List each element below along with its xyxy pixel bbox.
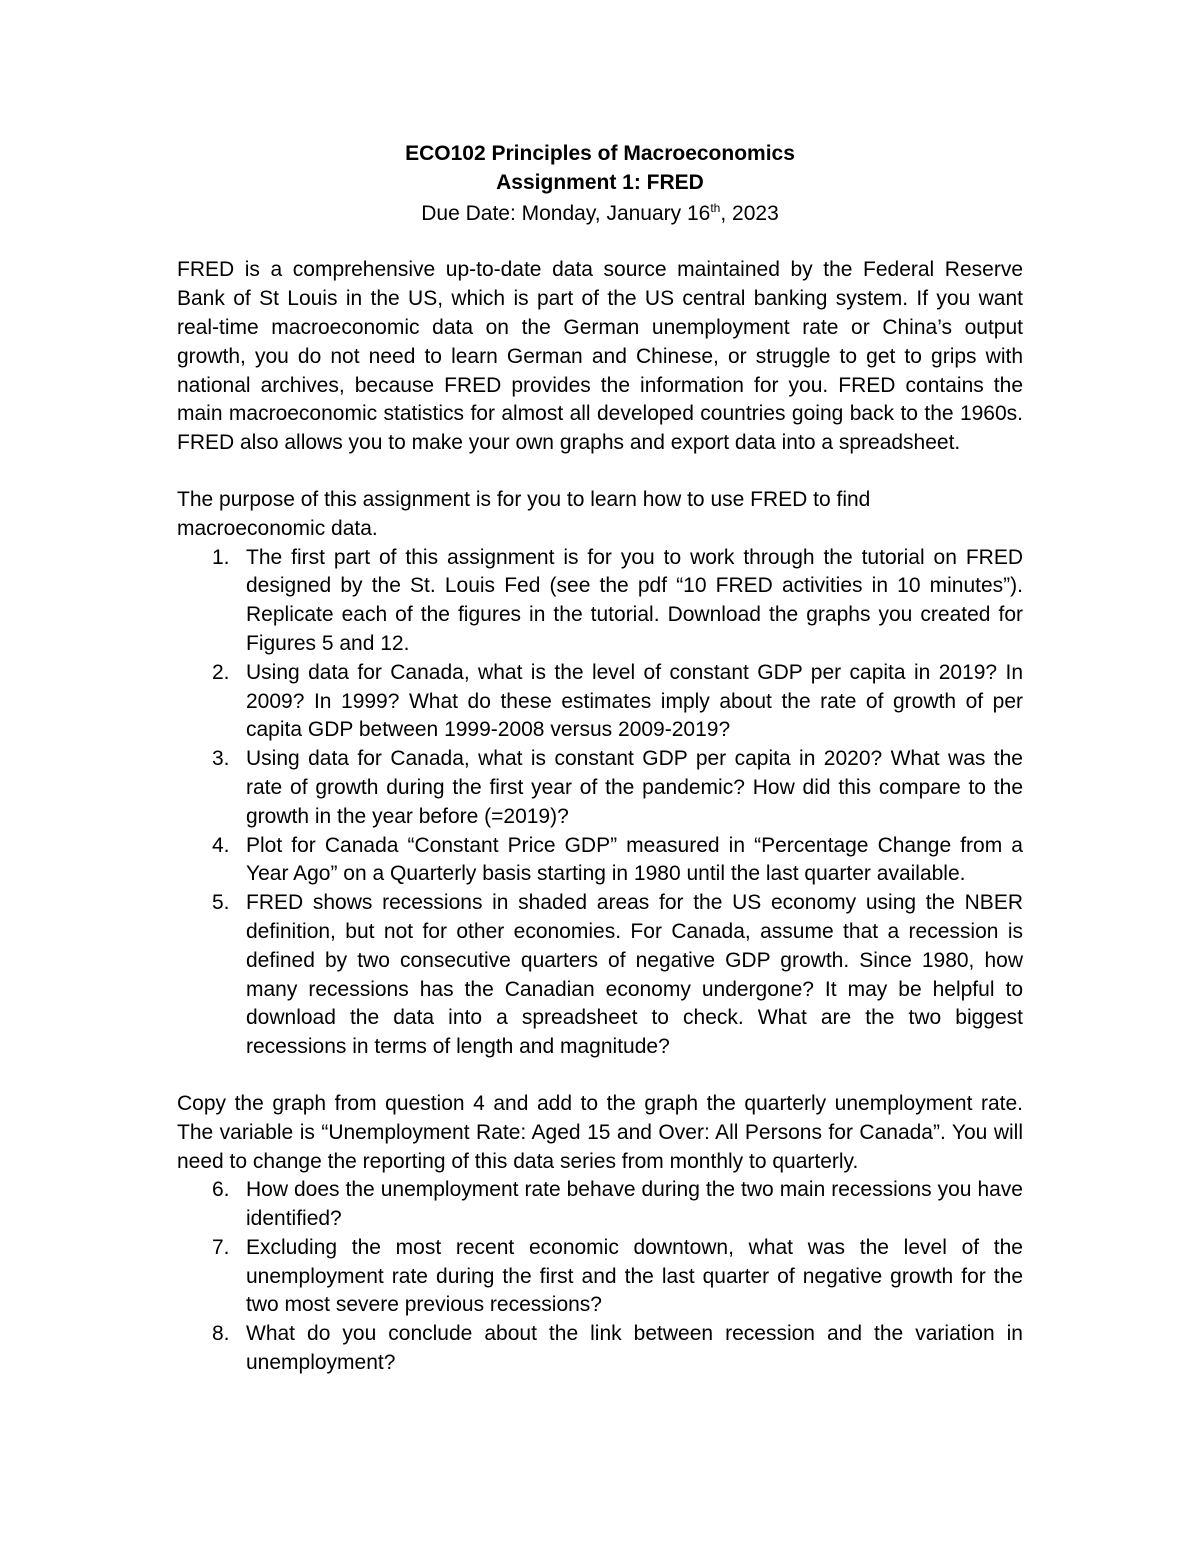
purpose-paragraph: The purpose of this assignment is for you to learn how to use FRED to find macroeconomic data. <box>177 487 871 540</box>
question-number: 4. <box>212 833 230 857</box>
question-number: 7. <box>212 1235 230 1259</box>
list-item <box>177 659 1023 745</box>
document-header <box>177 140 1023 228</box>
list-item <box>177 1320 1023 1378</box>
due-date-prefix: Due Date: Monday, January 16 <box>421 201 711 225</box>
due-date-suffix: , 2023 <box>720 201 779 225</box>
question-list-part2 <box>177 1176 1023 1378</box>
question-text: Excluding the most recent economic downtown, what was the level of the unemployment rate during the first and the last quarter of negative growth for the two most severe previous recessions? <box>246 1235 1023 1317</box>
question-text: The first part of this assignment is for you to work through the tutorial on FRED designed by the St. Louis Fed (see the pdf “10 FRED activities in 10 minutes”). Replicate each of the figures in the tutorial. Download the graphs you created for Figures 5 and 12. <box>246 545 1023 655</box>
question-number: 5. <box>212 891 230 915</box>
list-item <box>177 745 1023 831</box>
question-text: What do you conclude about the link between recession and the variation in unemployment? <box>246 1322 1023 1375</box>
list-item <box>177 544 1023 659</box>
due-date-superscript: th <box>710 200 721 215</box>
list-item <box>177 1176 1023 1234</box>
list-item <box>177 1234 1023 1320</box>
question-text: FRED shows recessions in shaded areas for the US economy using the NBER definition, but not for other economies. For Canada, assume that a recession is defined by two consecutive quarters of negative GDP growth. Since 1980, how many recessions has the Canadian economy undergone? It may be helpful to download the data into a spreadsheet to check. What are the two biggest recessions in terms of length and magnitude? <box>246 891 1023 1059</box>
question-number: 6. <box>212 1178 230 1202</box>
copy-instructions-paragraph: Copy the graph from question 4 and add to the graph the quarterly unemployment rate. The variable is “Unemployment Rate: Aged 15 and Over: All Persons for Canada”. You will need to change the reporting of this data series from monthly to quarterly. <box>177 1091 1023 1173</box>
question-number: 1. <box>212 545 230 569</box>
intro-paragraph: FRED is a comprehensive up-to-date data source maintained by the Federal Reserve Bank of St Louis in the US, which is part of the US central banking system. If you want real-time macroeconomic data on the German unemployment rate or China’s output growth, you do not need to learn German and Chinese, or struggle to get to grips with national archives, because FRED provides the information for you. FRED contains the main macroeconomic statistics for almost all developed countries going back to the 1960s. FRED also allows you to make your own graphs and export data into a spreadsheet. <box>177 258 1023 455</box>
question-list-part1 <box>177 544 1023 1062</box>
question-text: Plot for Canada “Constant Price GDP” measured in “Percentage Change from a Year Ago” on a Quarterly basis starting in 1980 until the last quarter available. <box>246 833 1023 886</box>
assignment-title: Assignment 1: FRED <box>496 170 704 194</box>
due-date <box>177 200 1023 229</box>
question-text: How does the unemployment rate behave during the two main recessions you have identified? <box>246 1178 1023 1231</box>
course-title: ECO102 Principles of Macroeconomics <box>405 142 795 165</box>
question-number: 2. <box>212 660 230 684</box>
question-text: Using data for Canada, what is the level of constant GDP per capita in 2019? In 2009? In 1999? What do these estimates imply about the rate of growth of per capita GDP between 1999-2008 versus 2009-2019? <box>246 660 1023 742</box>
question-text: Using data for Canada, what is constant GDP per capita in 2020? What was the rate of growth during the first year of the pandemic? How did this compare to the growth in the year before (=2019)? <box>246 747 1023 828</box>
question-number: 3. <box>212 747 230 771</box>
list-item <box>177 832 1023 890</box>
document-page <box>177 140 1023 1378</box>
question-number: 8. <box>212 1322 230 1346</box>
list-item <box>177 889 1023 1062</box>
